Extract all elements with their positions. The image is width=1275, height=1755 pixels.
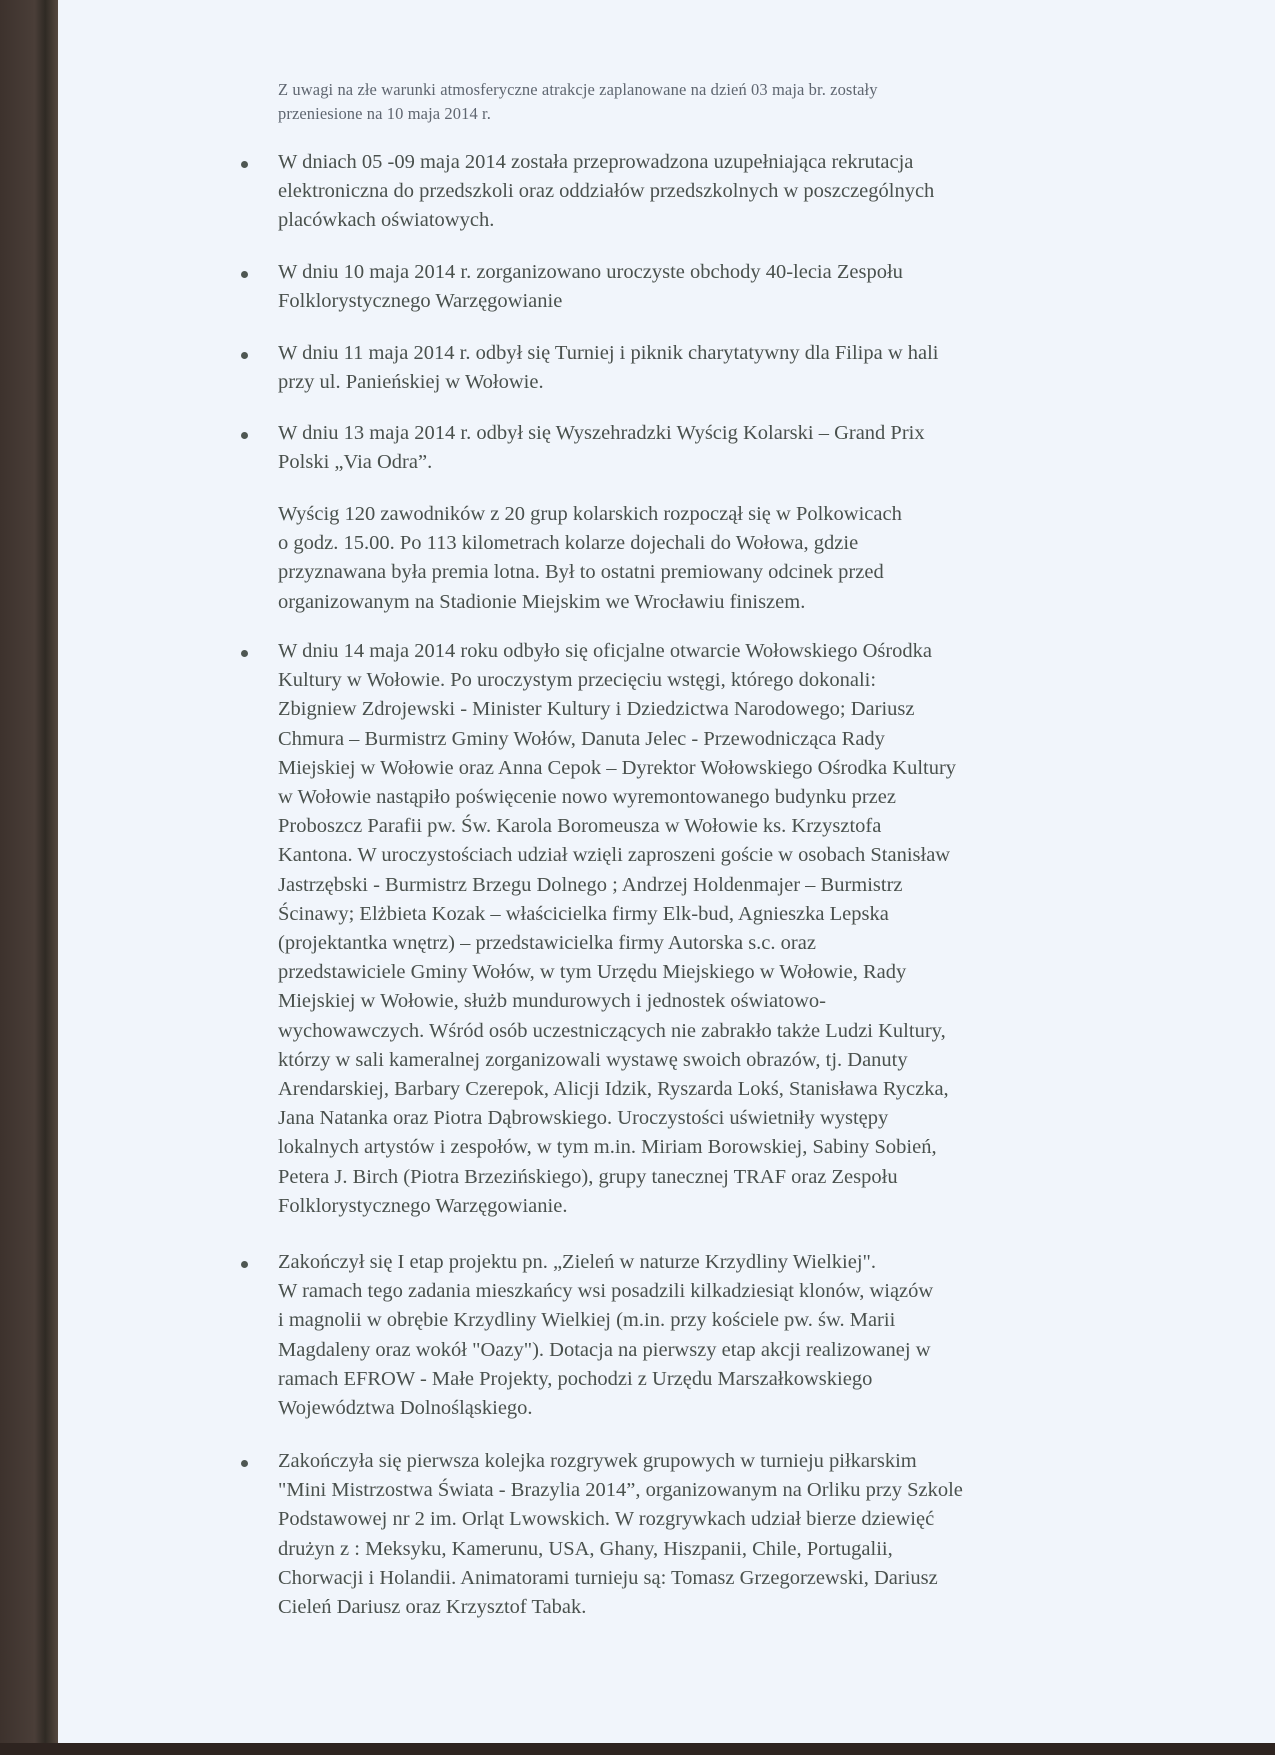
text-line: "Mini Mistrzostwa Świata - Brazylia 2014”, organizowanym na Orliku przy Szkole — [278, 1479, 963, 1502]
text-line: Proboszcz Parafii pw. Św. Karola Boromeusza w Wołowie ks. Krzysztofa — [278, 815, 882, 838]
bullet-icon — [241, 650, 248, 657]
text-line: Zakończył się I etap projektu pn. „Zieleń w naturze Krzydliny Wielkiej". — [278, 1251, 877, 1273]
list-item-text — [278, 637, 1218, 1221]
text-line: Miejskiej w Wołowie, służb mundurowych i jednostek oświatowo- — [278, 990, 826, 1013]
intro-line: Z uwagi na złe warunki atmosferyczne atrakcje zaplanowane na dzień 03 maja br. zostały — [278, 80, 878, 99]
document-content — [58, 0, 1275, 1743]
text-line: o godz. 15.00. Po 113 kilometrach kolarze dojechali do Wołowa, gdzie — [278, 532, 859, 555]
text-line: przedstawiciele Gminy Wołów, w tym Urzędu Miejskiego w Wołowie, Rady — [278, 961, 907, 984]
text-line: Kantona. W uroczystościach udział wzięli zaproszeni goście w osobach Stanisław — [278, 844, 951, 867]
text-line: Województwa Dolnośląskiego. — [278, 1397, 533, 1420]
bullet-icon — [241, 432, 248, 439]
intro-paragraph — [278, 78, 1178, 126]
list-item-text — [278, 339, 1218, 397]
text-line: Polski „Via Odra”. — [278, 451, 433, 474]
text-line: placówkach oświatowych. — [278, 209, 495, 232]
intro-line: przeniesione na 10 maja 2014 r. — [278, 104, 491, 123]
scan-border-left — [0, 0, 58, 1755]
text-line: Jana Natanka oraz Piotra Dąbrowskiego. Uroczystości uświetniły występy — [278, 1107, 889, 1130]
text-line: organizowanym na Stadionie Miejskim we Wrocławiu finiszem. — [278, 590, 806, 613]
text-line: W dniu 14 maja 2014 roku odbyło się oficjalne otwarcie Wołowskiego Ośrodka — [278, 640, 933, 662]
list-item-text — [278, 258, 1218, 316]
bullet-icon — [241, 352, 248, 359]
text-line: Cieleń Dariusz oraz Krzysztof Tabak. — [278, 1596, 587, 1619]
list-item-text — [278, 148, 1218, 236]
text-line: W dniach 05 -09 maja 2014 została przeprowadzona uzupełniająca rekrutacja — [278, 151, 914, 173]
text-line: Wyścig 120 zawodników z 20 grup kolarskich rozpoczął się w Polkowicach — [278, 503, 902, 525]
bullet-icon — [241, 1261, 248, 1268]
bullet-icon — [241, 271, 248, 278]
list-item-text — [278, 1447, 1218, 1622]
text-line: drużyn z : Meksyku, Kamerunu, USA, Ghany, Hiszpanii, Chile, Portugalii, — [278, 1537, 893, 1560]
text-line: Podstawowej nr 2 im. Orląt Lwowskich. W rozgrywkach udział bierze dziewięć — [278, 1508, 935, 1531]
text-line: Zbigniew Zdrojewski - Minister Kultury i Dziedzictwa Narodowego; Dariusz — [278, 698, 915, 721]
text-line: (projektantka wnętrz) – przedstawicielka firmy Autorska s.c. oraz — [278, 932, 816, 955]
text-line: przy ul. Panieńskiej w Wołowie. — [278, 371, 544, 394]
text-line: Kultury w Wołowie. Po uroczystym przecięciu wstęgi, którego dokonali: — [278, 669, 877, 692]
text-line: W dniu 11 maja 2014 r. odbył się Turniej i piknik charytatywny dla Filipa w hali — [278, 342, 939, 364]
list-item-subparagraph — [278, 500, 1218, 617]
scan-border-bottom — [0, 1743, 1275, 1755]
text-line: elektroniczna do przedszkoli oraz oddziałów przedszkolnych w poszczególnych — [278, 180, 935, 203]
text-line: W dniu 13 maja 2014 r. odbył się Wyszehradzki Wyścig Kolarski – Grand Prix — [278, 422, 925, 444]
text-line: ramach EFROW - Małe Projekty, pochodzi z Urzędu Marszałkowskiego — [278, 1367, 873, 1390]
text-line: lokalnych artystów i zespołów, w tym m.in. Miriam Borowskiej, Sabiny Sobień, — [278, 1136, 937, 1159]
text-line: wychowawczych. Wśród osób uczestniczących nie zabrakło także Ludzi Kultury, — [278, 1019, 946, 1042]
text-line: Chmura – Burmistrz Gminy Wołów, Danuta Jelec - Przewodnicząca Rady — [278, 727, 885, 750]
text-line: Petera J. Birch (Piotra Brzezińskiego), grupy tanecznej TRAF oraz Zespołu — [278, 1165, 898, 1188]
text-line: W ramach tego zadania mieszkańcy wsi posadzili kilkadziesiąt klonów, wiązów — [278, 1280, 934, 1303]
document-page — [58, 0, 1275, 1743]
list-item-text — [278, 419, 1218, 477]
text-line: Jastrzębski - Burmistrz Brzegu Dolnego ; Andrzej Holdenmajer – Burmistrz — [278, 873, 903, 896]
text-line: Miejskiej w Wołowie oraz Anna Cepok – Dyrektor Wołowskiego Ośrodka Kultury — [278, 756, 957, 779]
text-line: Chorwacji i Holandii. Animatorami turnieju są: Tomasz Grzegorzewski, Dariusz — [278, 1566, 938, 1589]
text-line: którzy w sali kameralnej zorganizowali wystawę swoich obrazów, tj. Danuty — [278, 1048, 908, 1071]
text-line: W dniu 10 maja 2014 r. zorganizowano uroczyste obchody 40-lecia Zespołu — [278, 261, 903, 283]
bullet-icon — [241, 161, 248, 168]
text-line: Arendarskiej, Barbary Czerepok, Alicji Idzik, Ryszarda Lokś, Stanisława Ryczka, — [278, 1078, 949, 1101]
text-line: Ścinawy; Elżbieta Kozak – właścicielka firmy Elk-bud, Agnieszka Lepska — [278, 902, 889, 925]
text-line: przyznawana była premia lotna. Był to ostatni premiowany odcinek przed — [278, 561, 884, 584]
text-line: Zakończyła się pierwsza kolejka rozgrywek grupowych w turnieju piłkarskim — [278, 1450, 917, 1472]
text-line: Magdaleny oraz wokół "Oazy"). Dotacja na pierwszy etap akcji realizowanej w — [278, 1338, 931, 1361]
list-item-text — [278, 1248, 1218, 1423]
text-line: Folklorystycznego Warzęgowianie — [278, 290, 563, 313]
text-line: Folklorystycznego Warzęgowianie. — [278, 1194, 568, 1217]
bullet-icon — [241, 1460, 248, 1467]
text-line: w Wołowie nastąpiło poświęcenie nowo wyremontowanego budynku przez — [278, 786, 896, 809]
text-line: i magnolii w obrębie Krzydliny Wielkiej (m.in. przy kościele pw. św. Marii — [278, 1309, 896, 1332]
